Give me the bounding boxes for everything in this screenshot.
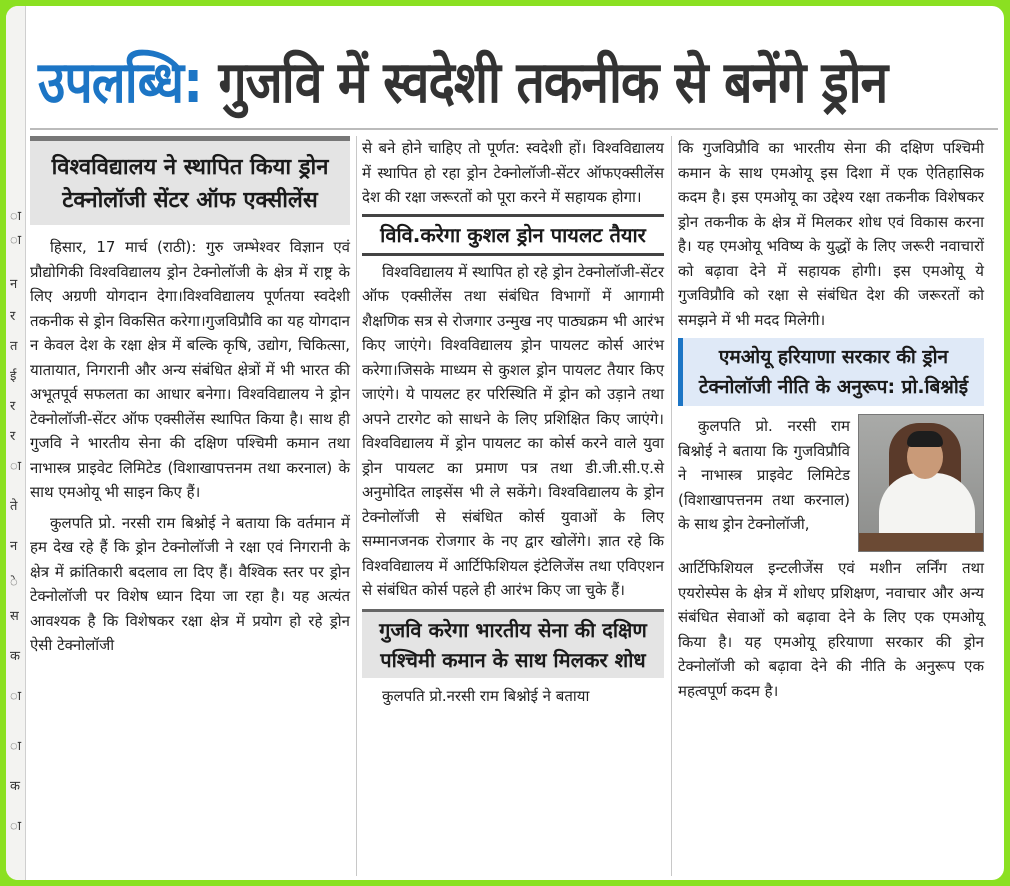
- strip-glyph: न: [10, 277, 18, 292]
- paragraph: विश्वविद्यालय में स्थापित हो रहे ड्रोन टेक्नोलॉजी-सेंटर ऑफ एक्सीलेंस तथा संबंधित विभागों में आगामी शैक्षणिक सत्र से रोजगार उन्मुख नए पाठ्यक्रम भी आरंभ किए जाएंगे। विश्वविद्यालय ड्रोन पायलट कोर्स आरंभ करेगा।जिसके माध्यम से कुशल ड्रोन पायलट तैयार किए जाएंगे। ये पायलट हर परिस्थिति में ड्रोन को उड़ाने तथा अपने टारगेट को साधने के लिए प्रशिक्षित किए जाएंगे। विश्वविद्यालय में ड्रोन पायलट का कोर्स करने वाले युवा ड्रोन पायलट का प्रमाण पत्र तथा डी.जी.सी.ए.से अनुमोदित लाइसेंस भी ले सकेंगे। विश्वविद्यालय के ड्रोन टेक्नोलॉजी से संबंधित कोर्स युवाओं के लिए सम्मानजनक रोजगार के नए द्वार खोलेंगे। ज्ञात रहे कि विश्वविद्यालय में आर्टिफिशियल इंटेलिजेंस तथा एविएशन से संबंधित कोर्स पहले ही आरंभ किए जा चुके हैं।: [362, 262, 664, 599]
- column2-body: [362, 260, 664, 603]
- strip-glyph: ा: [10, 819, 22, 834]
- vice-chancellor-photo: [858, 414, 984, 552]
- strip-glyph: न: [10, 539, 18, 554]
- strip-glyph: ई: [10, 369, 17, 384]
- subheading-army-research: गुजवि करेगा भारतीय सेना की दक्षिण पश्चिमी कमान के साथ मिलकर शोध: [362, 609, 664, 678]
- strip-glyph: त: [10, 339, 18, 354]
- headline-prefix: उपलब्धि:: [38, 48, 203, 116]
- column1-heading: विश्वविद्यालय ने स्थापित किया ड्रोन टेक्नोलॉजी सेंटर ऑफ एक्सीलेंस: [30, 136, 350, 225]
- headline: [38, 42, 988, 123]
- strip-glyph: स: [10, 609, 19, 624]
- column-2: [362, 136, 664, 710]
- strip-glyph: ा: [10, 233, 22, 248]
- strip-glyph: र: [10, 309, 16, 324]
- paragraph: आर्टिफिशियल इन्टलीजेंस एवं मशीन लर्निंग तथा एयरोस्पेस के क्षेत्र में शोधए प्रशिक्षण, नवाचार और अन्य संबंधित सेवाओं को बढ़ावा देने के लिए एक एमओयू किया है। यह एमओयू हरियाणा सरकार की ड्रोन टेक्नोलॉजी को बढ़ावा देने की नीति के अनुरूप एक महत्वपूर्ण कदम है।: [678, 559, 984, 700]
- photo-desk: [859, 533, 984, 552]
- column3-beside-photo: [678, 414, 850, 552]
- paragraph: कि गुजविप्रौवि का भारतीय सेना की दक्षिण पश्चिमी कमान के साथ एमओयू इस दिशा में एक ऐतिहासिक कदम है। इस एमओयू का उद्देश्य रक्षा तकनीक विशेषकर ड्रोन तकनीक के क्षेत्र में मिलकर शोध एवं विकास करना है। यह एमओयू भविष्य के युद्धों के लिए जरूरी नवाचारों को बढ़ावा देने में सहायक होगी। इस एमओयू ये गुजविप्रौवि को रक्षा से संबंधित देश की जरूरतों को समझने में भी मदद मिलेगी।: [678, 139, 984, 329]
- strip-glyph: ा: [10, 459, 22, 474]
- paragraph: हिसार, 17 मार्च (राठी): गुरु जम्भेश्वर विज्ञान एवं प्रौद्योगिकी विश्वविद्यालय ड्रोन टेक्नोलॉजी के क्षेत्र में राष्ट्र के लिए अग्रणी योगदान देगा।विश्वविद्यालय पूर्णतया स्वदेशी तकनीक से ड्रोन विकसित करेगा।गुजविप्रौवि का यह योगदान न केवल देश के रक्षा क्षेत्र में बल्कि कृषि, उद्योग, चिकित्सा, यातायात, निगरानी और अन्य संबंधित क्षेत्रों में भी भारत की अभूतपूर्व सफलता का आधार बनेगा। विश्वविद्यालय ने ड्रोन टेक्नोलॉजी-सेंटर ऑफ एक्सीलेंस स्थापित किया है। साथ ही गुजवि ने भारतीय सेना की दक्षिण पश्चिमी कमान तथा नाभास्त्र प्राइवेट लिमिटेड (विशाखापत्तनम तथा करनाल) के साथ एमओयू भी साइन किए हैं।: [30, 238, 350, 501]
- strip-glyph: े: [10, 575, 18, 590]
- column3-intro: [678, 136, 984, 332]
- headline-rule: [30, 128, 998, 130]
- column-3: [678, 136, 984, 705]
- strip-glyph: क: [10, 649, 20, 664]
- strip-glyph: ा: [10, 209, 22, 224]
- strip-glyph: ा: [10, 689, 22, 704]
- column2-intro: [362, 136, 664, 210]
- paragraph: कुलपति प्रो. नरसी राम बिश्नोई ने बताया कि वर्तमान में हम देख रहे हैं कि ड्रोन टेक्नोलॉजी ने रक्षा एवं निगरानी के क्षेत्र में क्रांतिकारी बदलाव ला दिए हैं। वैश्विक स्तर पर ड्रोन टेक्नोलॉजी पर विशेष ध्यान दिया जा रहा है। यह अत्यंत आवश्यक है कि विशेषकर रक्षा क्षेत्र में प्रयोग हो रहे ड्रोन ऐसी टेक्नोलॉजी: [30, 513, 350, 654]
- subheading-drone-pilot: विवि.करेगा कुशल ड्रोन पायलट तैयार: [362, 214, 664, 256]
- subheading-haryana-policy: एमओयू हरियाणा सरकार की ड्रोन टेक्नोलॉजी नीति के अनुरूप: प्रो.बिश्नोई: [678, 338, 984, 406]
- paragraph: से बने होने चाहिए तो पूर्णत: स्वदेशी हों। विश्वविद्यालय में स्थापित हो रहा ड्रोन टेक्नोलॉजी-सेंटर ऑफएक्सीलेंस देश की रक्षा जरूरतों को पूरा करने में सहायक होगा।: [362, 139, 664, 206]
- column3-body: [678, 556, 984, 703]
- column-divider: [356, 136, 357, 876]
- column2-tail: [362, 684, 664, 709]
- photo-row: [678, 414, 984, 552]
- adjacent-column-edge: [6, 6, 26, 880]
- paragraph: कुलपति प्रो.नरसी राम बिश्नोई ने बताया: [382, 686, 590, 705]
- newspaper-clipping: [6, 6, 1004, 880]
- strip-glyph: र: [10, 399, 16, 414]
- strip-glyph: ते: [10, 499, 18, 514]
- paragraph: कुलपति प्रो. नरसी राम बिश्नोई ने बताया कि गुजविप्रौवि ने नाभास्त्र प्राइवेट लिमिटेड (विशाखापत्तनम तथा करनाल) के साथ ड्रोन टेक्नोलॉजी,: [678, 417, 850, 533]
- column1-body: [30, 235, 350, 658]
- column-1: [30, 136, 350, 660]
- column-divider: [671, 136, 672, 876]
- headline-main: गुजवि में स्वदेशी तकनीक से बनेंगे ड्रोन: [202, 48, 888, 116]
- strip-glyph: र: [10, 429, 16, 444]
- photo-hair: [907, 431, 943, 447]
- strip-glyph: क: [10, 779, 20, 794]
- strip-glyph: ा: [10, 739, 22, 754]
